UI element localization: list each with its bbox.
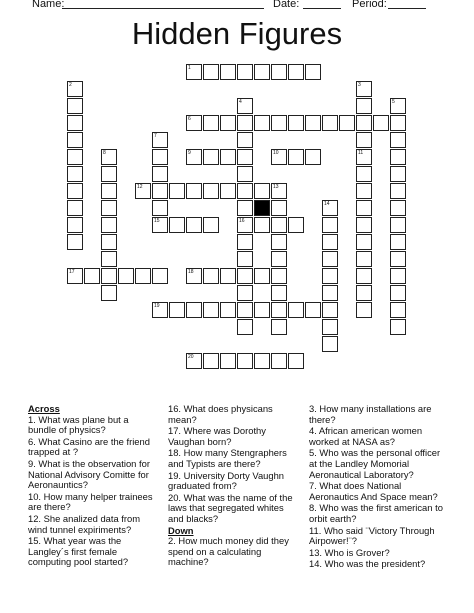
clue-number: 17 [69,269,75,275]
grid-cell[interactable] [84,268,100,284]
grid-cell[interactable] [237,183,253,199]
clue-down-14: 14. Who was the president? [309,558,426,570]
grid-cell[interactable] [390,115,406,131]
clue-number: 11 [358,150,364,156]
grid-cell[interactable] [356,285,372,301]
grid-cell[interactable] [67,183,83,199]
grid-cell[interactable] [237,251,253,267]
clue-down-2: 2. How much money did they spend on a calculating machine? [168,535,289,568]
clue-across-10: 10. How many helper trainees are there? [28,490,153,513]
grid-cell[interactable] [101,251,117,267]
clue-number: 13 [273,184,279,190]
grid-cell[interactable] [67,166,83,182]
clue-across-16: 16. What does physicans mean? [168,403,273,425]
grid-cell[interactable] [305,64,321,80]
grid-cell[interactable] [237,166,253,182]
clue-down-4: 4. African american women worked at NASA as? [309,425,423,447]
grid-cell[interactable] [271,319,287,335]
clue-across-15: 15. What year was the Langley´s first female computing pool started? [28,535,129,568]
grid-cell[interactable] [237,285,253,301]
grid-cell[interactable] [152,200,168,216]
grid-cell[interactable] [101,268,117,284]
grid-cell[interactable] [339,115,355,131]
clue-across-17: 17. Where was Dorothy Vaughan born? [168,425,266,447]
grid-cell[interactable] [390,302,406,318]
grid-cell[interactable] [220,302,236,318]
grid-cell[interactable] [356,115,372,131]
clue-down-7: 7. What does National Aeronautics And Space mean? [309,480,438,502]
grid-cell[interactable] [288,149,304,165]
clue-number: 20 [188,354,194,360]
grid-cell[interactable] [152,183,168,199]
grid-cell[interactable] [271,115,287,131]
grid-cell[interactable] [67,217,83,233]
grid-cell[interactable] [220,64,236,80]
grid-cell[interactable] [271,285,287,301]
grid-cell[interactable] [101,166,117,182]
grid-cell[interactable] [356,166,372,182]
grid-cell[interactable] [254,64,270,80]
grid-cell[interactable] [322,115,338,131]
grid-cell[interactable] [356,183,372,199]
grid-cell[interactable] [356,268,372,284]
clue-number: 9 [188,150,191,156]
grid-cell[interactable] [186,302,202,318]
clue-number: 6 [188,116,191,122]
grid-cell[interactable] [169,302,185,318]
grid-cell[interactable] [254,302,270,318]
grid-cell[interactable] [271,200,287,216]
grid-cell[interactable] [356,234,372,250]
clue-number: 18 [188,269,194,275]
clue-down-8: 8. Who was the first american to orbit earth? [309,502,443,524]
clue-column-3 [309,404,449,571]
grid-cell[interactable] [237,268,253,284]
grid-cell[interactable] [390,285,406,301]
grid-cell[interactable] [390,166,406,182]
clue-number: 2 [69,82,72,88]
clue-across-6: 6. What Casino are the friend trapped at ? [28,435,150,458]
black-square [254,200,270,216]
grid-cell[interactable] [356,217,372,233]
grid-cell[interactable] [390,132,406,148]
grid-cell[interactable] [135,268,151,284]
grid-cell[interactable] [322,319,338,335]
clue-number: 1 [188,65,191,71]
grid-cell[interactable] [237,319,253,335]
grid-cell[interactable] [237,64,253,80]
grid-cell[interactable] [67,234,83,250]
clue-down-13: 13. Who is Grover? [309,546,390,558]
grid-cell[interactable] [288,115,304,131]
grid-cell[interactable] [220,268,236,284]
grid-cell[interactable] [220,353,236,369]
grid-cell[interactable] [322,285,338,301]
across-heading: Across [28,403,60,414]
clue-number: 7 [154,133,157,139]
grid-cell[interactable] [237,149,253,165]
grid-cell[interactable] [186,217,202,233]
grid-cell[interactable] [271,234,287,250]
grid-cell[interactable] [237,353,253,369]
grid-cell[interactable] [152,166,168,182]
grid-cell[interactable] [390,319,406,335]
grid-cell[interactable] [356,302,372,318]
clue-number: 14 [324,201,330,207]
clue-across-20: 20. What was the name of the laws that segregated whites and blacks? [168,491,293,524]
clue-number: 5 [392,99,395,105]
clue-number: 16 [239,218,245,224]
grid-cell[interactable] [220,149,236,165]
grid-cell[interactable] [237,302,253,318]
grid-cell[interactable] [220,183,236,199]
grid-cell[interactable] [101,217,117,233]
grid-cell[interactable] [254,217,270,233]
clue-number: 10 [273,150,279,156]
clue-column-1 [28,404,156,569]
date-label: Date: [273,0,300,10]
grid-cell[interactable] [169,183,185,199]
grid-cell[interactable] [271,217,287,233]
grid-cell[interactable] [186,183,202,199]
clue-number: 3 [358,82,361,88]
grid-cell[interactable] [67,149,83,165]
grid-cell[interactable] [390,183,406,199]
grid-cell[interactable] [271,251,287,267]
grid-cell[interactable] [237,234,253,250]
name-label: Name: [32,0,65,10]
grid-cell[interactable] [356,251,372,267]
clue-down-3: 3. How many installations are there? [309,403,432,425]
grid-cell[interactable] [288,302,304,318]
grid-cell[interactable] [203,302,219,318]
clue-across-1: 1. What was plane but a bundle of physics? [28,413,129,436]
grid-cell[interactable] [356,98,372,114]
grid-cell[interactable] [271,64,287,80]
grid-cell[interactable] [356,132,372,148]
grid-cell[interactable] [220,115,236,131]
down-heading: Down [168,524,194,536]
grid-cell[interactable] [101,285,117,301]
grid-cell[interactable] [288,217,304,233]
grid-cell[interactable] [203,149,219,165]
grid-cell[interactable] [322,336,338,352]
clue-across-9: 9. What is the observation for National Advisory Comitte for Aeronauntics? [28,457,150,491]
grid-cell[interactable] [254,268,270,284]
grid-cell[interactable] [237,115,253,131]
grid-cell[interactable] [203,217,219,233]
grid-cell[interactable] [322,234,338,250]
grid-cell[interactable] [373,115,389,131]
grid-cell[interactable] [271,353,287,369]
grid-cell[interactable] [390,234,406,250]
clue-number: 19 [154,303,160,309]
grid-cell[interactable] [356,200,372,216]
clue-down-11: 11. Who said ¨Victory Through Airpower!¨? [309,524,435,547]
grid-cell[interactable] [101,234,117,250]
grid-cell[interactable] [322,217,338,233]
grid-cell[interactable] [67,115,83,131]
grid-cell[interactable] [237,132,253,148]
grid-cell[interactable] [152,268,168,284]
grid-cell[interactable] [390,251,406,267]
grid-cell[interactable] [203,64,219,80]
grid-cell[interactable] [254,353,270,369]
grid-cell[interactable] [152,149,168,165]
clue-across-19: 19. University Dorty Vaughn graduated from? [168,469,285,492]
grid-cell[interactable] [203,268,219,284]
grid-cell[interactable] [305,115,321,131]
clue-number: 4 [239,99,242,105]
grid-cell[interactable] [203,183,219,199]
grid-cell[interactable] [288,353,304,369]
grid-cell[interactable] [390,217,406,233]
grid-cell[interactable] [322,268,338,284]
grid-cell[interactable] [271,268,287,284]
grid-cell[interactable] [254,115,270,131]
grid-cell[interactable] [254,183,270,199]
grid-cell[interactable] [101,200,117,216]
grid-cell[interactable] [67,200,83,216]
clue-column-2 [168,404,300,569]
clue-number: 8 [103,150,106,156]
grid-cell[interactable] [203,115,219,131]
page-title: Hidden Figures [131,16,343,51]
grid-cell[interactable] [390,268,406,284]
grid-cell[interactable] [101,183,117,199]
grid-cell[interactable] [390,200,406,216]
grid-cell[interactable] [271,302,287,318]
grid-cell[interactable] [169,217,185,233]
grid-cell[interactable] [118,268,134,284]
grid-cell[interactable] [67,132,83,148]
grid-cell[interactable] [322,251,338,267]
grid-cell[interactable] [390,149,406,165]
clue-across-12: 12. She analized data from wind tunnel expiriments? [28,512,141,535]
clue-number: 15 [154,218,160,224]
clue-number: 12 [137,184,143,190]
grid-cell[interactable] [67,98,83,114]
grid-cell[interactable] [203,353,219,369]
grid-cell[interactable] [288,64,304,80]
grid-cell[interactable] [237,200,253,216]
grid-cell[interactable] [305,149,321,165]
clue-across-18: 18. How many Stengraphers and Typists are there? [168,447,287,469]
grid-cell[interactable] [305,302,321,318]
grid-cell[interactable] [322,302,338,318]
clue-down-5: 5. Who was the personal officer at the Landley Momorial Aeronautical Laboratory? [309,447,441,480]
period-label: Period: [352,0,387,10]
